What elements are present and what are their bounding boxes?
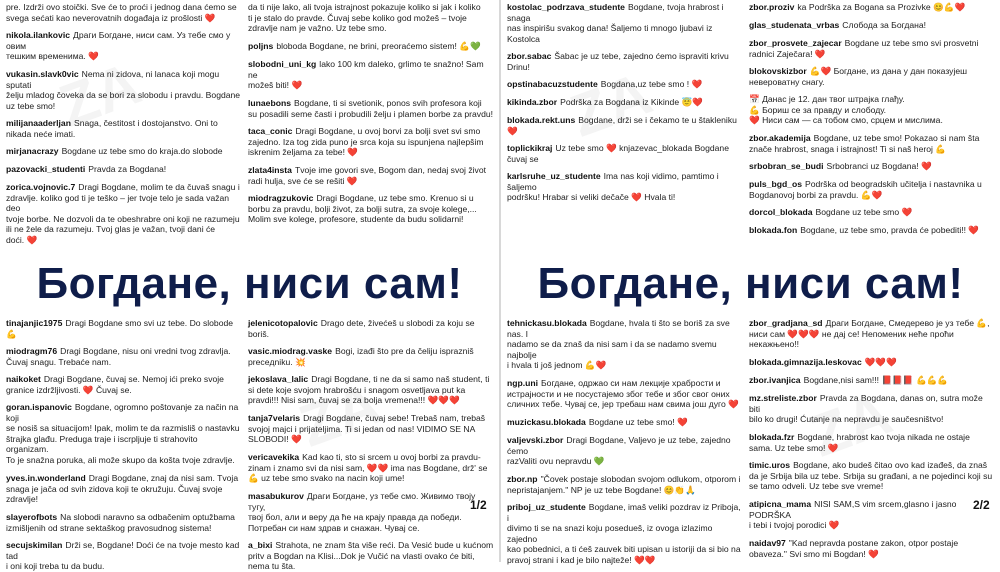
comment-text: ka Podrška za Bogana sa Prozivke 😊💪❤️ — [797, 2, 966, 12]
comment-text: Dragi Bogdane, uz tebe smo. Krenuo si u borbu za pravdu, bolji život, za bolji sutra, za svoje kolege,... Molim sve kolege, profesore, studente da budu solidarni! — [248, 193, 477, 225]
comment-username[interactable]: blokovskizbor — [749, 66, 807, 76]
comment — [749, 20, 995, 31]
collage-panel-right — [501, 0, 1000, 565]
comment-username[interactable]: vasic.miodrag.vaske — [248, 346, 333, 356]
comment-text: Dragi Bogdane, čuvaj se. Nemoj ići preko svoje granice izdržljivosti. ❤️ Čuvaj se. — [6, 374, 224, 395]
comment — [248, 59, 494, 91]
comment — [749, 393, 995, 425]
comment — [6, 374, 242, 395]
comment-text: Bogdane uz tebe smo do kraja.do slobode — [61, 146, 223, 156]
comment-text: Bogdane, uz tebe smo, pravda će pobediti!! ❤️ — [800, 225, 980, 235]
comment-text: 💪❤️ Богдане, из дана у дан показујеш невероватну снагу. — [749, 66, 968, 87]
comment — [248, 126, 494, 158]
comment — [507, 417, 743, 428]
comment-text: Strahota, ne znam šta više reći. Da Vesić bude u kućnom pritv a Bogdan na Klisi...Dok je Vučić na vlasti ovako će biti, nema tu šta. — [248, 540, 494, 572]
comment-username[interactable]: puls_bgd_os — [749, 179, 803, 189]
comment-text: Драги Богдане, уз тебе смо. Живимо твоју тугу, твој бол, али и веру да ће на крају правда да победи. Потребан си нам здрав и снажан. Чувај се. — [248, 491, 476, 533]
comment-text: Bogdane uz tebe smo! ❤️ — [588, 417, 688, 427]
comment-text: Богдане, одржао си нам лекције храбрости и истрајности и не посустајемо због тебе и због свог оних сличних тебе. Чувај се, јер требаш нам свима још дуго ❤️ — [507, 378, 739, 410]
page-indicator: 1/2 — [470, 498, 487, 512]
comment-username[interactable]: masabukurov — [248, 491, 304, 501]
comment-text: Dragi Bogdane, znaj da nisi sam. Tvoja snaga je jača od svih zidova koji te okružuju. Čuvaj svoje zdravlje! — [6, 473, 239, 505]
comment-text: Bogdane, ogromno poštovanje za način na koji se nosiš sa situacijom! Ipak, molim te da razmisliš o nastavku štrajka glađu. Preduga traje i iscrpljuje ti strahovito organizam. To je snažna poruka, ali može skupo da košta tvoje zdravlje. — [6, 402, 240, 465]
comment — [749, 133, 995, 154]
comment-text: Pravda za Bogdana, danas on, sutra može biti bilo ko drugi! Ćutanje na nepravdu je saučesništvo! — [749, 393, 983, 425]
comment-text: Bogdane,nisi sam!!! 📕📕📕 💪💪💪 — [803, 375, 949, 385]
comment — [6, 402, 242, 466]
comment-username[interactable]: priboj_uz_studente — [507, 502, 586, 512]
comment-username[interactable]: tanja7velaris — [248, 413, 301, 423]
comment — [6, 540, 242, 572]
comment-username[interactable]: zbor_prosvete_zajecar — [749, 38, 842, 48]
page-indicator: 2/2 — [973, 498, 990, 512]
comment-username[interactable]: jelenicotopalovic — [248, 318, 318, 328]
comment — [6, 473, 242, 505]
comment — [507, 97, 743, 108]
comment — [749, 538, 995, 559]
comment — [749, 207, 995, 218]
comment — [749, 432, 995, 453]
comment-text: Dragi Bogdane, nisu oni vredni tvog zdravlja. Čuvaj snagu. Trebaće nam. — [6, 346, 231, 367]
comment-text: Драги Богдане, ниси сам. Уз тебе смо у овим тешким временима. ❤️ — [6, 30, 231, 62]
comment-username[interactable]: zorica.vojnovic.7 — [6, 182, 76, 192]
comment-text: Snaga, čestitost i dostojanstvo. Oni to nikada neće imati. — [6, 118, 218, 139]
comment-username[interactable]: lunaebons — [248, 98, 291, 108]
comment-username[interactable]: kikinda.zbor — [507, 97, 558, 107]
comment-text: Drži se, Bogdane! Doći će na tvoje mesto kad tad i oni koji treba tu da budu. — [6, 540, 240, 572]
comment-username[interactable]: mz.streliste.zbor — [749, 393, 817, 403]
comment-username[interactable]: dorcol_blokada — [749, 207, 813, 217]
comment — [749, 66, 995, 87]
comment-username[interactable]: zbor.akademija — [749, 133, 811, 143]
comment-username[interactable]: pazovacki_studenti — [6, 164, 86, 174]
comment-text: Bogdane, hrabrost kao tvoja nikada ne ostaje sama. Uz tebe smo! ❤️ — [749, 432, 970, 453]
comment-username[interactable]: kostolac_podrzava_studente — [507, 2, 625, 12]
comment-username[interactable]: blokada.gimnazija.leskovac — [749, 357, 862, 367]
comment-text: Uz tebe smo ❤️ knjazevac_blokada Bogdane čuvaj se — [507, 143, 729, 164]
comment — [507, 474, 743, 495]
comment-text: Drago dete, živećeš u slobodi za koju se boriš. — [248, 318, 475, 339]
comment-username[interactable]: slayerofbots — [6, 512, 58, 522]
comment — [507, 51, 743, 72]
comment — [248, 540, 494, 572]
comment — [248, 346, 494, 367]
comment-username[interactable]: naidav97 — [749, 538, 786, 548]
comment-username[interactable]: opstinabacuzstudente — [507, 79, 598, 89]
comment — [6, 69, 242, 111]
comment-text: Bogdane, ti si svetionik, ponos svih profesora koji su posadili seme časti i probudili želju i plamen borbe za pravdu! — [248, 98, 494, 119]
comment-username[interactable]: blokada.rekt.uns — [507, 115, 576, 125]
comment — [6, 30, 242, 62]
comment-username[interactable]: zbor.np — [507, 474, 538, 484]
comment — [507, 318, 743, 371]
comment — [507, 171, 743, 203]
comment — [248, 98, 494, 119]
comment — [6, 346, 242, 367]
comment-username[interactable]: zbor.ivanjica — [749, 375, 801, 385]
comment-text: da ti nije lako, ali tvoja istrajnost pokazuje koliko si jak i koliko ti je stalo do pravde. Čuvaj sebe koliko god možeš – tvoje zdravlje nam je važno. Uz tebe smo. — [248, 2, 481, 34]
comment — [749, 38, 995, 59]
comment-text: Ima nas koji vidimo, pamtimo i šaljemo podršku! Hrabar si veliki dečače ❤️ Hvala ti! — [507, 171, 719, 203]
comment-username[interactable]: nikola.ilankovic — [6, 30, 70, 40]
comment-text: Dragi Bogdane, u ovoj borvi za bolji svet svi smo zajedno. Iza tog zida puno je srca koja su ispunjena najlepšim iskrenim željama za tebe! ❤️ — [248, 126, 484, 158]
comment — [507, 143, 743, 164]
comment — [749, 94, 995, 126]
comment-username[interactable]: zbor.proziv — [749, 2, 795, 12]
comment — [248, 193, 494, 225]
comment-username[interactable]: jekoslava_lalic — [248, 374, 309, 384]
comment-text: Bogdane, hvala ti što se boriš za sve nas. I nadamo se da znaš da nisi sam i da se nadamo svemu najbolje i hvala ti još jednom 💪❤️ — [507, 318, 730, 371]
comment-username[interactable]: blokada.fon — [749, 225, 798, 235]
comment-username[interactable]: valjevski.zbor — [507, 435, 564, 445]
comment-username[interactable]: toplickikraj — [507, 143, 553, 153]
comment-username[interactable]: naikoket — [6, 374, 41, 384]
comment-username[interactable]: vukasin.slavk0vic — [6, 69, 79, 79]
comment — [6, 318, 242, 339]
comment-text: Dragi Bogdane, Valjevo je uz tebe, zajedno ćemo razValiti ovu nepravdu 💚 — [507, 435, 731, 467]
comment-username[interactable]: a_bixi — [248, 540, 273, 550]
comment-text: ❤️❤️❤️ — [864, 357, 897, 367]
comment-text: bloboda Bogdane, ne brini, preoraćemo sistem! 💪💚 — [276, 41, 481, 51]
comment — [248, 318, 494, 339]
comment-text: pre. Izdrži ovo stoički. Sve će to proći i jednog dana ćemo se svega sećati kao neverovatnih događaja iz prošlosti ❤️ — [6, 2, 237, 23]
comment — [749, 318, 995, 350]
comment — [749, 225, 995, 236]
comment-text: NISI SAM,S vim srcem,glasno i jasno PODRŠKA i tebi i tvojoj porodici ❤️ — [749, 499, 957, 531]
comment-username[interactable]: slobodni_uni_kg — [248, 59, 317, 69]
comment — [6, 182, 242, 246]
comment-username[interactable]: taca_conic — [248, 126, 293, 136]
comment-text: Podrška za Bogdana iz Kikinde 😇❤️ — [560, 97, 703, 107]
comment — [749, 161, 995, 172]
comment — [6, 164, 242, 175]
comment-username[interactable]: srbobran_se_budi — [749, 161, 824, 171]
comment — [248, 413, 494, 445]
comment — [749, 357, 995, 368]
comment-text: Bogdane, uz tebe smo! Pokazao si nam šta znače hrabrost, snaga i istrajnost! Ti si naš heroj 💪 — [749, 133, 980, 154]
headline: Богдане, ниси сам! — [0, 256, 499, 312]
comment-username[interactable]: goran.ispanovic — [6, 402, 72, 412]
comment-text: Dragi Bogdane, ti ne da si samo naš student, ti si dete koje svojom hrabrošću i snagom osvetljava put ka pravdi!!! Nisi sam, čuvaj se za bolja vremena!!! ❤️❤️❤️ — [248, 374, 490, 406]
comment — [248, 452, 494, 484]
comment-text: Слобода за Богдана! — [842, 20, 927, 30]
comment — [507, 79, 743, 90]
comment-text: Dragi Bogdane, molim te da čuvaš snagu i zdravlje. koliko god ti je teško – jer tvoje telo je sada važan deo tvoje borbe. Ne dozvoli da te obeshrabre oni koji ne razumeju ili ne žele da razumeju. Tvoj glas je važan, tvoji dani će doći. ❤️ — [6, 182, 240, 245]
comment-username[interactable]: zbor_gradjana_sd — [749, 318, 823, 328]
comment-username[interactable]: poljns — [248, 41, 274, 51]
comment-text: "Čovek postaje slobodan svojom odlukom, otporom i nepristajanjem." NP je uz tebe Bogdane! 😊👏🙏 — [507, 474, 741, 495]
comment-username[interactable]: glas_studenata_vrbas — [749, 20, 840, 30]
headline: Богдане, ниси сам! — [501, 256, 1000, 312]
comment-username[interactable]: timic.uros — [749, 460, 791, 470]
comment — [749, 460, 995, 492]
comment — [507, 435, 743, 467]
comment-username[interactable]: miodragzukovic — [248, 193, 314, 203]
comment-text: Bogi, izađi što pre da čeliju isprazniš preceдniku. 💥 — [248, 346, 474, 367]
comment-text: Tvoje ime govori sve, Bogom dan, nedaj svoj život radi hulja, sve će se rešiti ❤️ — [248, 165, 487, 186]
comment-username[interactable]: zbor.sabac — [507, 51, 552, 61]
comment-text: Dragi Bogdane smo svi uz tebe. Do slobode 💪 — [6, 318, 234, 339]
comment — [248, 2, 494, 34]
comment-text: Bogdane, drži se i čekamo te u štakleniku ❤️ — [507, 115, 737, 136]
comment-username[interactable]: secujskimilan — [6, 540, 63, 550]
comment-text: Podrška od beogradskih učitelja i nastavnika u Bogdanovoj borbi za pravdu. 💪❤️ — [749, 179, 982, 200]
comment — [248, 41, 494, 52]
comment — [507, 2, 743, 44]
comment-username[interactable]: mirjanacrazy — [6, 146, 59, 156]
comment — [507, 502, 743, 565]
comment — [248, 491, 494, 533]
comment-username[interactable]: tinajanjic1975 — [6, 318, 63, 328]
comment-username[interactable]: muzickasu.blokada — [507, 417, 586, 427]
comment-text: Драги Богдане, Смедерево је уз тебе 💪, ниси сам ❤️❤️❤️ не дај се! Непоменик неће проћи некажњено!! — [749, 318, 990, 350]
comment-username[interactable]: atipicna_mama — [749, 499, 812, 509]
comment — [507, 115, 743, 136]
comment-text: Bogdane uz tebe smo svi prosvetni radnici Zaječara! ❤️ — [749, 38, 979, 59]
comment — [507, 378, 743, 410]
comment-text: "Kad nepravda postane zakon, otpor postaje obaveza." Svi smo mi Bogdan! ❤️ — [749, 538, 959, 559]
comment — [248, 374, 494, 406]
comment-text: Bogdane, ako budeš čitao ovo kad izađeš, da znaš da je Srbija bila uz tebe. Srbija su građani, a ne pojedinci koji su se tamo odveli. Uz tebe sve vreme! — [749, 460, 993, 492]
comment — [6, 2, 242, 23]
comment — [6, 146, 242, 157]
comment-text: lako 100 km daleko, grlimo te snažno! Sam ne možeš biti! ❤️ — [248, 59, 484, 91]
comment-text: Kad kao ti, sto si srcem u ovoj borbi za pravdu- zinam i znamo svi da nisi sam, ❤️❤️ ima nas Bogdane, drž' se 💪 uz tebe smo svako na nacin koji ume! — [248, 452, 488, 484]
collage-panel-left — [0, 0, 499, 572]
comment — [6, 118, 242, 139]
comment-text: Srbobranci uz Bogdana! ❤️ — [826, 161, 932, 171]
comment-text: Na slobodi naravno sa odbačenim optužbama izmišljenih od strane sektaškog pravosudnog sistema! — [6, 512, 235, 533]
comment — [749, 375, 995, 386]
comment-text: Bogdane uz tebe smo ❤️ — [815, 207, 913, 217]
comment-username[interactable]: yves.in.wonderland — [6, 473, 86, 483]
comment-username[interactable]: tehnickasu.blokada — [507, 318, 587, 328]
comment-text: Šabac je uz tebe, zajedno ćemo ispraviti krivu Drinu! — [507, 51, 729, 72]
comment — [749, 2, 995, 13]
comment-username[interactable]: zlata4insta — [248, 165, 292, 175]
comment-text: Dragi Bogdane, čuvaj sebe! Trebaš nam, trebaš svojoj majci i prijateljima. Ti si jedan od nas! VIDIMO SE NA SLOBODI! ❤️ — [248, 413, 486, 445]
comment-text: Bogdana,uz tebe smo ! ❤️ — [600, 79, 703, 89]
comment — [6, 512, 242, 533]
comment-username[interactable]: vericavekika — [248, 452, 300, 462]
comment-text: Pravda za Bogdana! — [88, 164, 167, 174]
comment — [248, 165, 494, 186]
comment-username[interactable]: miodragm76 — [6, 346, 58, 356]
comment-username[interactable]: milijanaaderljan — [6, 118, 71, 128]
comment-text: Nema ni zidova, ni lanaca koji mogu sputati želju mladog čoveka da se bori za slobodu i pravdu. Bogdane uz tebe smo! — [6, 69, 241, 111]
comment-username[interactable]: blokada.fzr — [749, 432, 795, 442]
comment-username[interactable]: karlsruhe_uz_studente — [507, 171, 601, 181]
comment-text: 📅 Данас је 12. дан твог штрајка глађу. 💪 Бориш се за правду и слободу. ❤️ Ниси сам — са тобом смо, срцем и мислима. — [749, 94, 943, 126]
comment-text: Bogdane, tvoja hrabrost i snaga nas inspirišu svakog dana! Šaljemo ti mnogo ljubavi iz Kostolca — [507, 2, 724, 44]
comment — [749, 499, 995, 531]
comment-username[interactable]: ngp.uni — [507, 378, 539, 388]
comment-text: Bogdane, imaš veliki pozdrav iz Priboja, i divimo ti se na snazi koju posedueš, iz ovoga izlazimo zajedno kao pobednici, a ti ćeš zauvek biti upisan u istoriji da si bio na pravoj strani i kad je bilo najteže! ❤️❤️ — [507, 502, 741, 565]
comment — [749, 179, 995, 200]
